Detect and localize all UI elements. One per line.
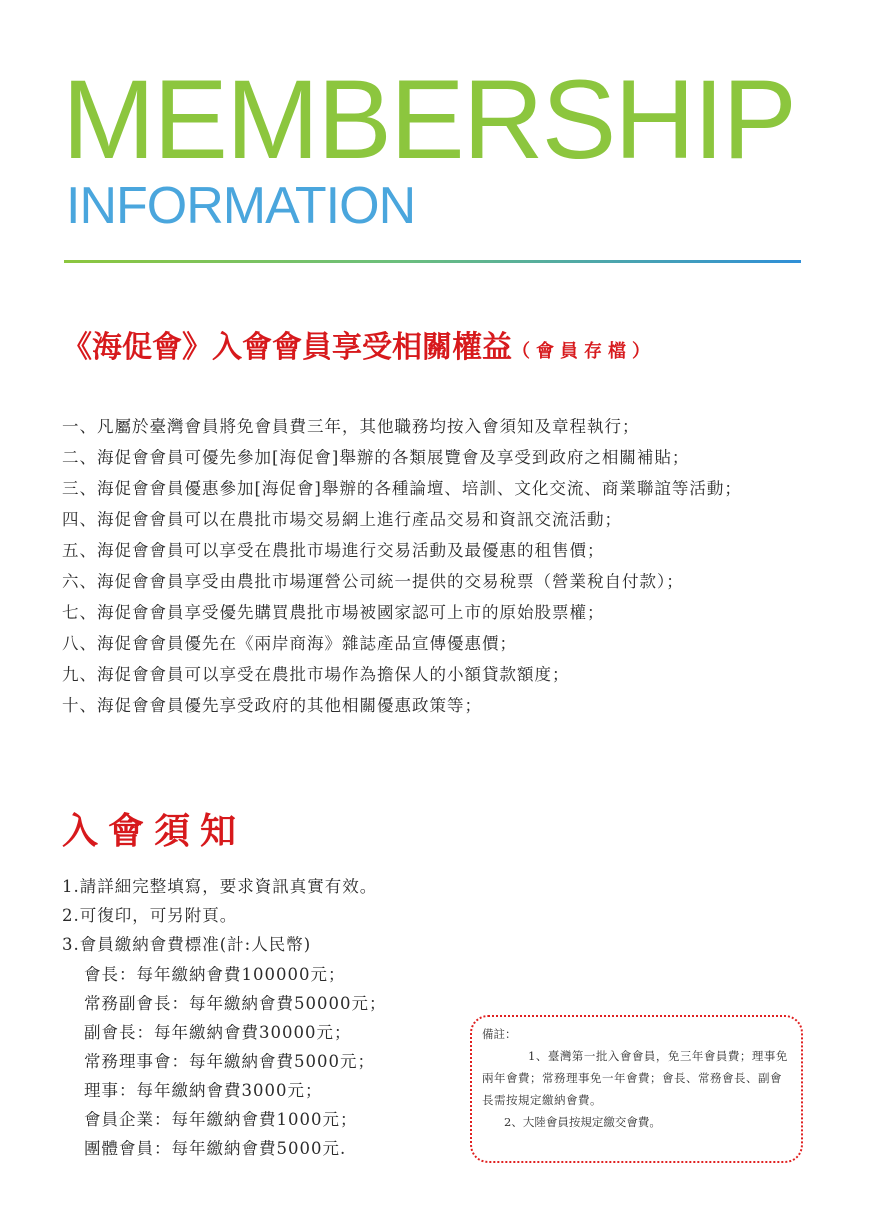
- fee-list: [84, 960, 464, 1163]
- join-note-item: 3.會員繳納會費標准(計:人民幣): [62, 935, 312, 954]
- page-subtitle: INFORMATION: [66, 177, 416, 235]
- fee-item: 副會長：每年繳納會費30000元；: [84, 1023, 352, 1042]
- remark-title: 備註：: [482, 1027, 517, 1041]
- join-note-item: 1.請詳細完整填寫，要求資訊真實有效。: [62, 877, 378, 896]
- page-title: MEMBERSHIP: [62, 57, 795, 182]
- fee-item: 理事：每年繳納會費3000元；: [84, 1081, 323, 1100]
- remark-line-1: 1、臺灣第一批入會會員，免三年會員費；理事免兩年會費；常務理事免一年會費；會長、常務會長、副會長需按規定繳納會費。: [482, 1049, 788, 1107]
- join-heading: 入會須知: [62, 810, 247, 852]
- gradient-divider: [64, 260, 801, 263]
- benefit-item: 八、海促會會員優先在《兩岸商海》雜誌產品宣傳優惠價；: [62, 634, 517, 653]
- remark-line-2: 2、大陸會員按規定繳交會費。: [504, 1115, 661, 1129]
- fee-item: 會員企業：每年繳納會費1000元；: [84, 1110, 358, 1129]
- benefit-item: 五、海促會會員可以享受在農批市場進行交易活動及最優惠的租售價；: [62, 541, 605, 560]
- benefit-item: 三、海促會會員優惠參加[海促會]舉辦的各種論壇、培訓、文化交流、商業聯誼等活動；: [62, 479, 742, 498]
- benefit-item: 七、海促會會員享受優先購買農批市場被國家認可上市的原始股票權；: [62, 603, 605, 622]
- benefits-list: [62, 411, 802, 721]
- benefit-item: 九、海促會會員可以享受在農批市場作為擔保人的小額貸款額度；: [62, 665, 570, 684]
- benefits-heading-note: （會員存檔）: [512, 341, 656, 362]
- fee-item: 常務理事會：每年繳納會費5000元；: [84, 1052, 375, 1071]
- join-note-item: 2.可復印，可另附頁。: [62, 906, 238, 925]
- fee-item: 會長：每年繳納會費100000元；: [84, 965, 346, 984]
- benefits-heading: [62, 330, 656, 366]
- benefit-item: 十、海促會會員優先享受政府的其他相關優惠政策等；: [62, 696, 482, 715]
- benefit-item: 四、海促會會員可以在農批市場交易網上進行產品交易和資訊交流活動；: [62, 510, 622, 529]
- remark-box: [470, 1015, 803, 1163]
- benefit-item: 一、凡屬於臺灣會員將免會員費三年，其他職務均按入會須知及章程執行；: [62, 417, 640, 436]
- fee-item: 常務副會長：每年繳納會費50000元；: [84, 994, 387, 1013]
- benefits-heading-main: 《海促會》入會會員享受相關權益: [62, 330, 512, 365]
- join-notes-list: [62, 872, 482, 959]
- benefit-item: 六、海促會會員享受由農批市場運營公司統一提供的交易稅票（營業稅自付款）；: [62, 572, 684, 591]
- benefit-item: 二、海促會會員可優先參加[海促會]舉辦的各類展覽會及享受到政府之相關補貼；: [62, 448, 690, 467]
- fee-item: 團體會員：每年繳納會費5000元.: [84, 1139, 347, 1158]
